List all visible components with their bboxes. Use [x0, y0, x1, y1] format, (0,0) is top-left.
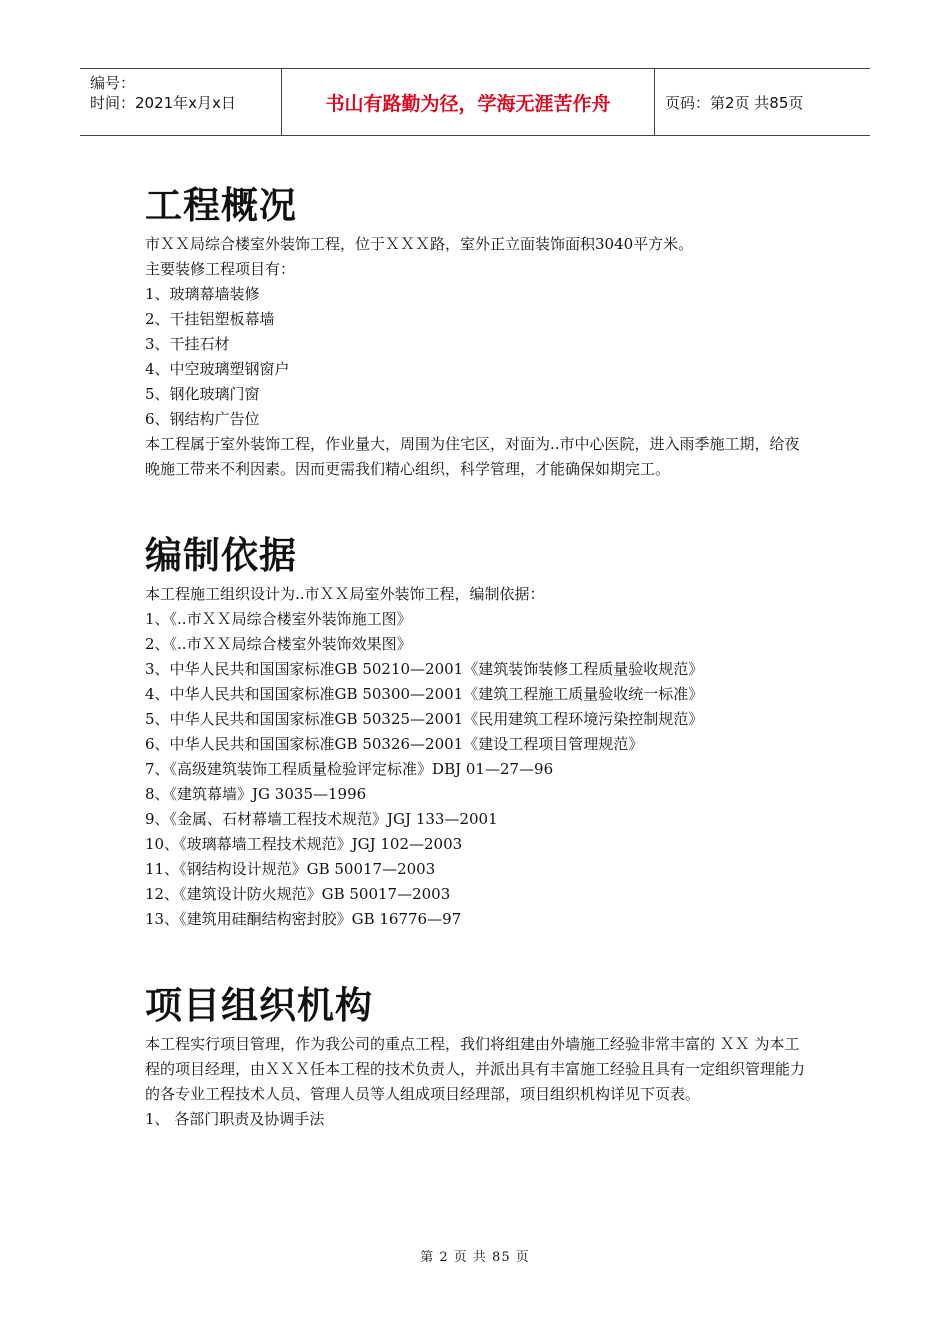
list-item: 5、钢化玻璃门窗: [145, 385, 260, 403]
document-date: 时间：2021年x月x日: [90, 94, 236, 112]
header-motto: 书山有路勤为径，学海无涯苦作舟: [282, 69, 655, 135]
page-footer: 第 2 页 共 85 页: [420, 1250, 530, 1265]
list-item: 11、《钢结构设计规范》GB 50017—2003: [145, 860, 436, 878]
list-item: 1、 各部门职责及协调手法: [145, 1110, 325, 1128]
section-title: 编制依据: [145, 534, 297, 577]
section-overview: [145, 180, 810, 482]
section-basis: [145, 530, 810, 932]
list-item: 5、中华人民共和国国家标准GB 50325—2001《民用建筑工程环境污染控制规范》: [145, 710, 704, 728]
section-title: 工程概况: [145, 184, 297, 227]
list-item: 8、《建筑幕墙》JG 3035—1996: [145, 785, 367, 803]
list-item: 6、钢结构广告位: [145, 410, 260, 428]
list-item: 4、中华人民共和国国家标准GB 50300—2001《建筑工程施工质量验收统一标准》: [145, 685, 704, 703]
page-header: [80, 68, 870, 136]
list-item: 6、中华人民共和国国家标准GB 50326—2001《建设工程项目管理规范》: [145, 735, 644, 753]
paragraph: 主要装修工程项目有：: [145, 260, 296, 278]
list-item: 9、《金属、石材幕墙工程技术规范》JGJ 133—2001: [145, 810, 498, 828]
list-item: 2、《..市ＸＸ局综合楼室外装饰效果图》: [145, 635, 412, 653]
list-item: 7、《高级建筑装饰工程质量检验评定标准》DBJ 01—27—96: [145, 760, 554, 778]
section-organization: [145, 980, 810, 1132]
header-meta: [80, 69, 282, 135]
list-item: 3、干挂石材: [145, 335, 230, 353]
section-title: 项目组织机构: [145, 984, 373, 1027]
list-item: 12、《建筑设计防火规范》GB 50017—2003: [145, 885, 451, 903]
paragraph: 市ＸＸ局综合楼室外装饰工程，位于ＸＸＸ路，室外正立面装饰面积3040平方米。: [145, 235, 694, 253]
list-item: 2、干挂铝塑板幕墙: [145, 310, 275, 328]
list-item: 1、《..市ＸＸ局综合楼室外装饰施工图》: [145, 610, 412, 628]
paragraph: 本工程属于室外装饰工程，作业量大，周围为住宅区，对面为..市中心医院，进入雨季施工期，给夜晚施工带来不利因素。因而更需我们精心组织，科学管理，才能确保如期完工。: [145, 435, 800, 478]
list-item: 10、《玻璃幕墙工程技术规范》JGJ 102—2003: [145, 835, 463, 853]
list-item: 1、玻璃幕墙装修: [145, 285, 260, 303]
list-item: 13、《建筑用硅酮结构密封胶》GB 16776—97: [145, 910, 462, 928]
document-number-label: 编号：: [90, 74, 136, 92]
paragraph: 本工程实行项目管理，作为我公司的重点工程，我们将组建由外墙施工经验非常丰富的 ＸＸ 为本工程的项目经理，由ＸＸＸ任本工程的技术负责人，并派出具有丰富施工经验且具有一定组织管理能力的各专业工程技术人员、管理人员等人组成项目经理部，项目组织机构详见下页表。: [145, 1035, 806, 1103]
list-item: 4、中空玻璃塑钢窗户: [145, 360, 290, 378]
header-page-code: 页码：第2页 共85页: [665, 93, 804, 112]
paragraph: 本工程施工组织设计为..市ＸＸ局室外装饰工程，编制依据：: [145, 585, 545, 603]
list-item: 3、中华人民共和国国家标准GB 50210—2001《建筑装饰装修工程质量验收规范》: [145, 660, 704, 678]
document-body: [145, 180, 810, 1132]
